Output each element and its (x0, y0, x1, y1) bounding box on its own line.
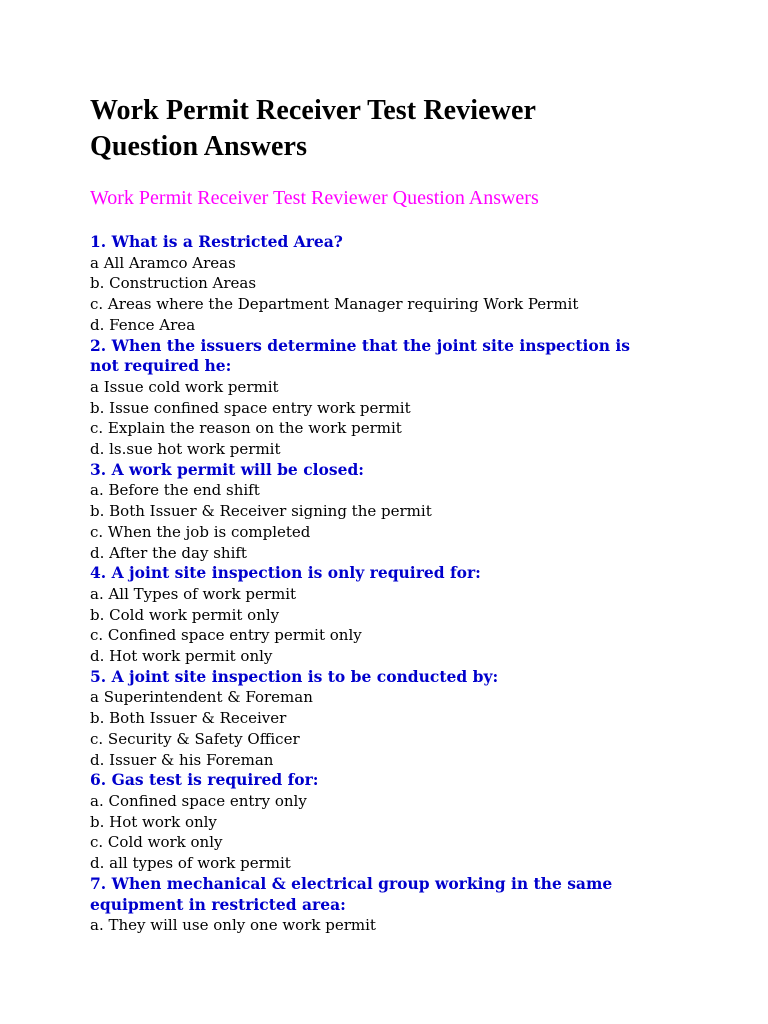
document-title (90, 93, 690, 165)
question-4-option-d: d. Hot work permit only (90, 647, 273, 666)
question-4: 4. A joint site inspection is only required for: (90, 563, 481, 583)
question-6-option-b: b. Hot work only (90, 812, 217, 831)
document-subtitle: Work Permit Receiver Test Reviewer Question Answers (90, 187, 539, 209)
question-1-option-a: a All Aramco Areas (90, 253, 236, 272)
question-1-option-c: c. Areas where the Department Manager requiring Work Permit (90, 295, 579, 314)
question-1-option-b: b. Construction Areas (90, 274, 257, 293)
question-5-option-b: b. Both Issuer & Receiver (90, 709, 287, 728)
question-list (90, 232, 690, 936)
question-5: 5. A joint site inspection is to be conducted by: (90, 666, 499, 686)
question-6-option-d: d. all types of work permit (90, 854, 291, 873)
question-3-option-c: c. When the job is completed (90, 522, 311, 541)
question-2-option-c: c. Explain the reason on the work permit (90, 419, 402, 438)
question-7-option-a: a. They will use only one work permit (90, 916, 376, 935)
question-2-line-1: 2. When the issuers determine that the joint site inspection is (90, 335, 631, 355)
question-4-option-a: a. All Types of work permit (90, 584, 297, 603)
question-6: 6. Gas test is required for: (90, 770, 319, 790)
question-3: 3. A work permit will be closed: (90, 459, 365, 479)
question-2-line-2: not required he: (90, 356, 232, 376)
question-6-option-c: c. Cold work only (90, 833, 223, 852)
title-line-1: Work Permit Receiver Test Reviewer (90, 95, 537, 126)
question-2-option-b: b. Issue confined space entry work permit (90, 398, 411, 417)
question-4-option-c: c. Confined space entry permit only (90, 626, 362, 645)
question-4-option-b: b. Cold work permit only (90, 605, 280, 624)
question-5-option-c: c. Security & Safety Officer (90, 729, 300, 748)
question-1-option-d: d. Fence Area (90, 315, 196, 334)
question-2-option-d: d. ls.sue hot work permit (90, 440, 281, 459)
question-7-line-1: 7. When mechanical & electrical group working in the same (90, 873, 613, 893)
question-5-option-d: d. Issuer & his Foreman (90, 750, 274, 769)
question-5-option-a: a Superintendent & Foreman (90, 688, 313, 707)
question-3-option-d: d. After the day shift (90, 543, 247, 562)
question-7 (90, 874, 690, 915)
question-2 (90, 336, 690, 377)
question-3-option-b: b. Both Issuer & Receiver signing the permit (90, 502, 432, 521)
question-1: 1. What is a Restricted Area? (90, 232, 343, 251)
title-line-2: Question Answers (90, 131, 308, 162)
document-page (90, 93, 690, 936)
question-6-option-a: a. Confined space entry only (90, 791, 307, 810)
question-7-line-2: equipment in restricted area: (90, 894, 346, 914)
question-2-option-a: a Issue cold work permit (90, 377, 279, 396)
question-3-option-a: a. Before the end shift (90, 481, 260, 500)
